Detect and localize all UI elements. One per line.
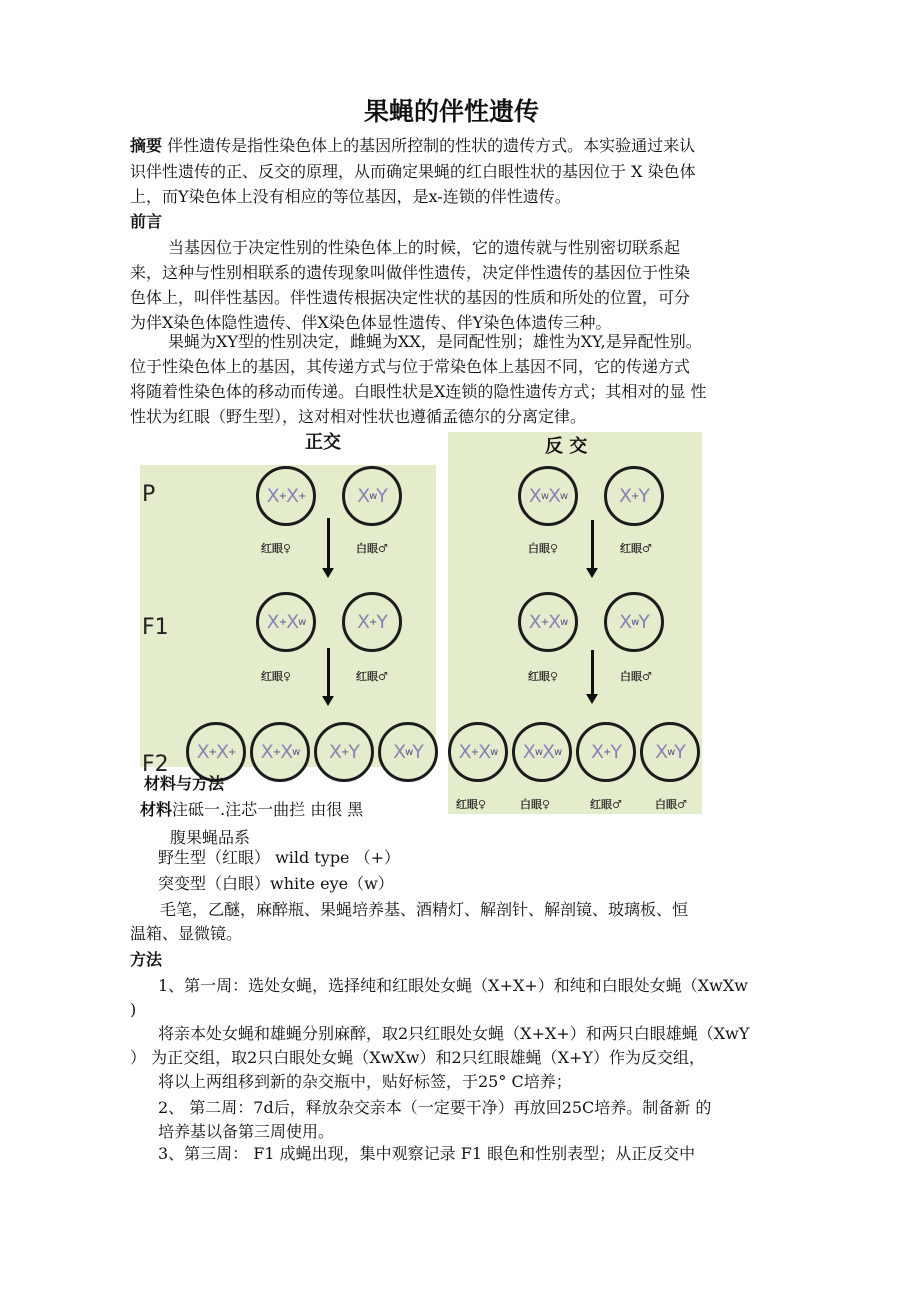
genotype-circle: X + Y bbox=[604, 466, 664, 526]
mutant-type: 突变型（白眼）white eye（w） bbox=[158, 874, 394, 893]
abstract-label: 摘要 bbox=[130, 136, 163, 155]
phenotype-label: 红眼♂ bbox=[356, 670, 388, 683]
genotype-circle: X w Y bbox=[378, 722, 438, 782]
genotype-circle: X w X w bbox=[512, 722, 572, 782]
intro-heading: 前言 bbox=[130, 212, 163, 231]
phenotype-label: 红眼♀ bbox=[456, 798, 487, 811]
genotype-circle: X w Y bbox=[604, 592, 664, 652]
genotype-circle: X + Y bbox=[342, 592, 402, 652]
abstract-line-2: 识伴性遗传的正、反交的原理，从而确定果蝇的红白眼性状的基因位于 X 染色体 bbox=[130, 162, 696, 181]
genotype-circle: X + X w bbox=[256, 592, 316, 652]
methods-heading: 方法 bbox=[130, 950, 163, 969]
materials-line-2: 腹果蝇品系 bbox=[170, 828, 251, 847]
genotype-circle: X w X w bbox=[518, 466, 578, 526]
gen-label-f2: F2 bbox=[142, 752, 169, 777]
genotype-circle: X + Y bbox=[576, 722, 636, 782]
materials-heading: 材料与方法 bbox=[144, 774, 225, 793]
method-line: 2、 第二周：7d后，释放杂交亲本（一定要干净）再放回25C培养。制备新 的 bbox=[158, 1098, 712, 1117]
down-arrow-icon bbox=[327, 518, 330, 570]
genotype-circle: X w Y bbox=[640, 722, 700, 782]
method-line: 将以上两组移到新的杂交瓶中，贴好标签，于25° C培养； bbox=[158, 1072, 572, 1091]
genotype-circle: X + X w bbox=[250, 722, 310, 782]
phenotype-label: 白眼♀ bbox=[520, 798, 551, 811]
phenotype-label: 红眼♂ bbox=[590, 798, 622, 811]
phenotype-label: 红眼♀ bbox=[261, 670, 292, 683]
phenotype-label: 红眼♀ bbox=[261, 542, 292, 555]
phenotype-label: 白眼♀ bbox=[528, 542, 559, 555]
gen-label-p: P bbox=[142, 482, 156, 507]
genotype-circle: X w Y bbox=[342, 466, 402, 526]
intro-p2-line: 位于性染色体上的基因，其传递方式与位于常染色体上基因不同，它的传递方式 bbox=[130, 357, 691, 376]
tools-line-1: 毛笔，乙醚，麻醉瓶、果蝇培养基、酒精灯、解剖针、解剖镜、玻璃板、恒 bbox=[160, 900, 689, 919]
phenotype-label: 白眼♂ bbox=[356, 542, 388, 555]
tools-line-2: 温箱、显微镜。 bbox=[130, 924, 243, 943]
method-line: 1、第一周：选处女蝇，选择纯和红眼处女蝇（X+X+）和纯和白眼处女蝇（XwXw bbox=[158, 976, 748, 995]
phenotype-label: 白眼♂ bbox=[620, 670, 652, 683]
intro-p1-line: 为伴X染色体隐性遗传、伴X染色体显性遗传、伴Y染色体遗传三种。 bbox=[130, 313, 612, 332]
method-line: ) bbox=[130, 1000, 137, 1019]
materials-label: 材料 bbox=[140, 800, 173, 819]
intro-p1-line: 当基因位于决定性别的性染色体上的时候，它的遗传就与性别密切联系起 bbox=[168, 238, 681, 257]
method-line: 培养基以备第三周使用。 bbox=[158, 1122, 335, 1141]
down-arrow-icon bbox=[591, 650, 594, 696]
intro-p2-line: 性状为红眼（野生型），这对相对性状也遵循孟德尔的分离定律。 bbox=[130, 407, 587, 426]
genotype-circle: X + X + bbox=[186, 722, 246, 782]
forward-cross-title: 正交 bbox=[305, 432, 341, 453]
method-line: 将亲本处女蝇和雄蝇分别麻醉，取2只红眼处女蝇（X+X+）和两只白眼雄蝇（XwY bbox=[158, 1024, 750, 1043]
down-arrow-icon bbox=[327, 648, 330, 698]
abstract-line-1: 摘要 伴性遗传是指性染色体上的基因所控制的性状的遗传方式。本实验通过来认 bbox=[130, 136, 696, 155]
genotype-circle: X + X w bbox=[448, 722, 508, 782]
down-arrow-icon bbox=[591, 520, 594, 570]
method-line: 3、第三周： F1 成蝇出现，集中观察记录 F1 眼色和性别表型；从正反交中 bbox=[158, 1144, 696, 1163]
materials-line-1: 材料注砥一.注芯一曲拦 由很 黑 bbox=[140, 800, 364, 819]
intro-p2-line: 果蝇为XY型的性别决定，雌蝇为XX，是同配性别；雄性为XY,是异配性别。 bbox=[168, 332, 702, 351]
gen-label-f1: F1 bbox=[142, 615, 169, 640]
genotype-circle: X + X + bbox=[256, 466, 316, 526]
method-line: ） 为正交组，取2只白眼处女蝇（XwXw）和2只红眼雄蝇（X+Y）作为反交组， bbox=[130, 1048, 705, 1067]
intro-p1-line: 色体上，叫伴性基因。伴性遗传根据决定性状的基因的性质和所处的位置，可分 bbox=[130, 288, 691, 307]
wild-type: 野生型（红眼） wild type （+） bbox=[158, 848, 401, 867]
phenotype-label: 红眼♀ bbox=[528, 670, 559, 683]
genotype-circle: X + Y bbox=[314, 722, 374, 782]
phenotype-label: 白眼♂ bbox=[655, 798, 687, 811]
reverse-cross-title: 反 交 bbox=[545, 436, 588, 457]
abstract-line-3: 上，而Y染色体上没有相应的等位基因，是x-连锁的伴性遗传。 bbox=[130, 187, 571, 206]
intro-p2-line: 将随着性染色体的移动而传递。白眼性状是X连锁的隐性遗传方式；其相对的显 性 bbox=[130, 382, 707, 401]
genotype-circle: X + X w bbox=[518, 592, 578, 652]
page-title: 果蝇的伴性遗传 bbox=[364, 97, 540, 126]
intro-p1-line: 来，这种与性别相联系的遗传现象叫做伴性遗传，决定伴性遗传的基因位于性染 bbox=[130, 263, 691, 282]
phenotype-label: 红眼♂ bbox=[620, 542, 652, 555]
